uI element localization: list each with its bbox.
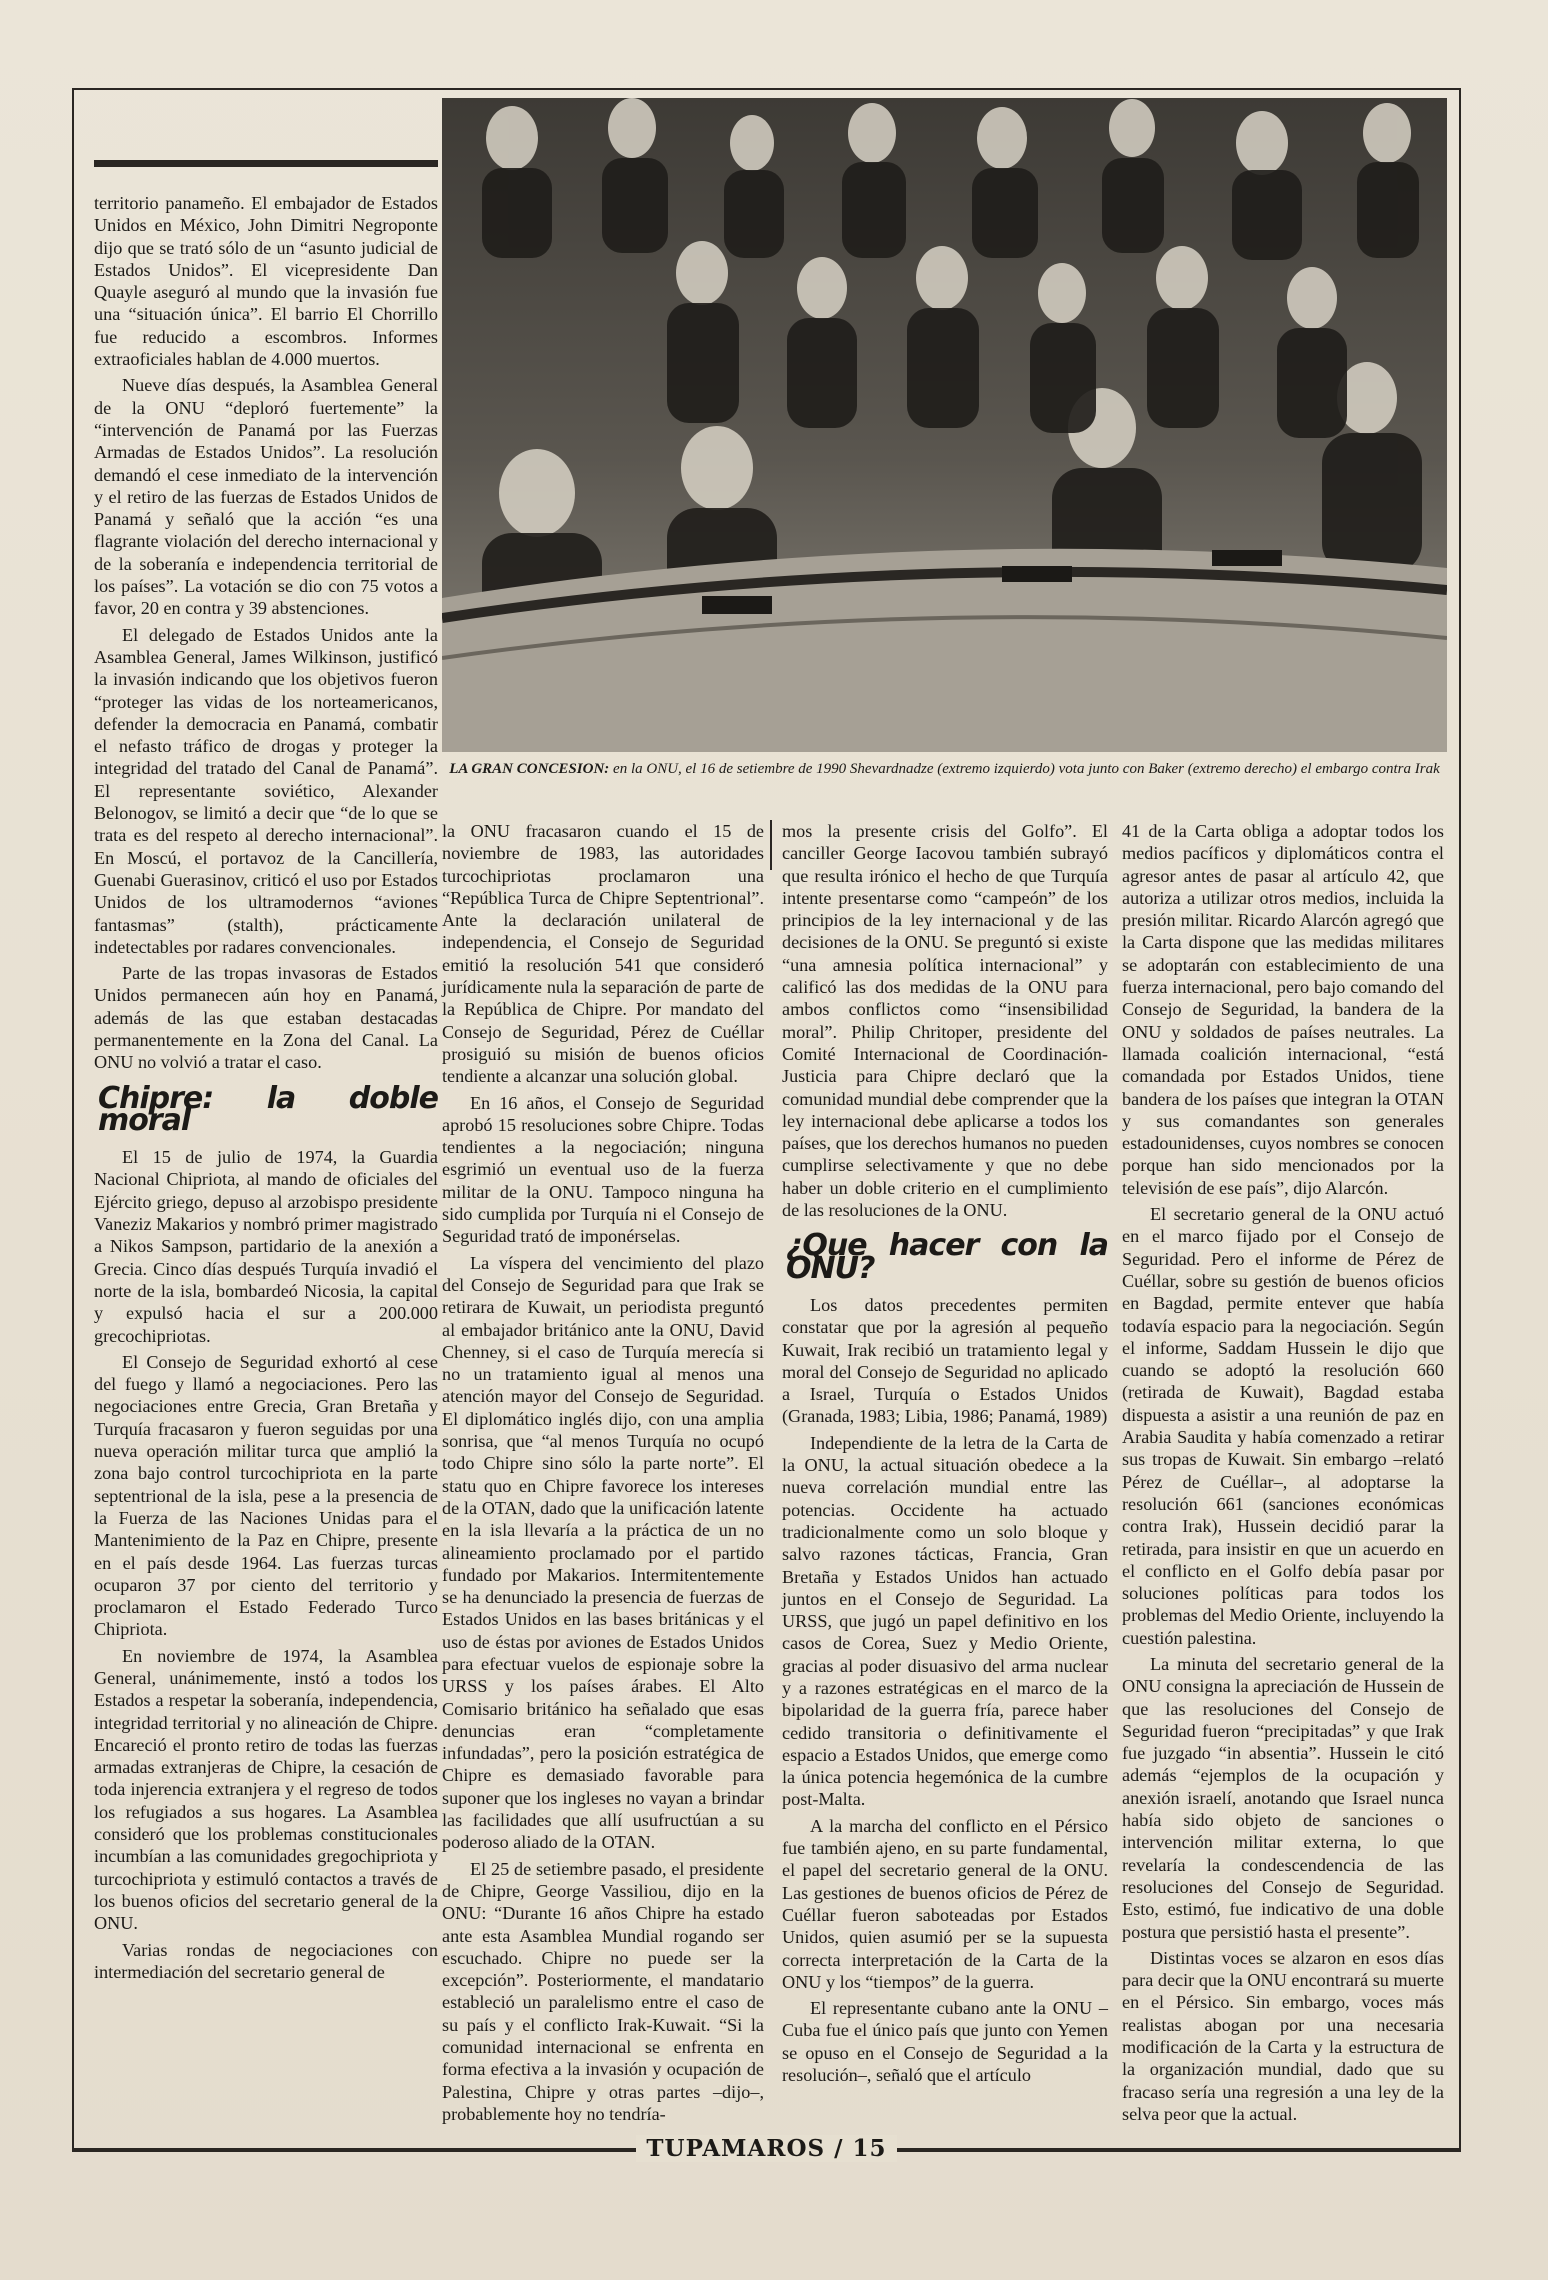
paragraph: territorio panameño. El embajador de Estados Unidos en México, John Dimitri Negroponte dijo que se trató sólo de un “asunto judicial de Estados Unidos”. El vicepresidente Dan Quayle aseguró al mundo que la invasión fue una “situación única”. El barrio El Chorrillo fue reducido a escombros. Informes extraoficiales hablan de 4.000 muertos. bbox=[94, 193, 438, 370]
photo-caption bbox=[442, 760, 1447, 778]
paragraph: La víspera del vencimiento del plazo del Consejo de Seguridad para que Irak se retirara de Kuwait, un periodista preguntó al embajador británico ante la ONU, David Chenney, si el caso de Turquía merecía si no un tratamiento igual al menos una atención mayor del Consejo de Seguridad. El diplomático inglés dijo, con una amplia sonrisa, que “al menos Turquía no ocupó todo Chipre sino sólo la parte norte”. El statu quo en Chipre favorece los intereses de la OTAN, dado que la unificación latente en la isla llevaría a la práctica de un no alineamiento proclamado por el partido fundado por Makarios. Intermitentemente se ha denunciado la presencia de fuerzas de Estados Unidos en las bases británicas y el uso de éstas por aviones de Estados Unidos para efectuar vuelos de espionaje sobre la URSS y los países árabes. El Alto Comisario británico ha señalado que esas denuncias eran “completamente infundadas”, pero la posición estratégica de Chipre es demasiado favorable para suponer que los ingleses no vayan a brindar las facilidades que allí usufructúan a su poderoso aliado de la OTAN. bbox=[442, 1252, 764, 1853]
page-footer bbox=[72, 2135, 1461, 2162]
paragraph: Distintas voces se alzaron en esos días para decir que la ONU encontrará su muerte en el Pérsico. Sin embargo, voces más realistas abogan por una necesaria modificación de la Carta y la estructura de la organización mundial, dado que su fracaso sería una regresión a una ley de la selva peor que la actual. bbox=[1122, 1947, 1444, 2124]
article-column-4 bbox=[1122, 820, 1444, 2129]
column-divider bbox=[770, 820, 772, 870]
paragraph: Los datos precedentes permiten constatar que por la agresión al pequeño Kuwait, Irak recibió un tratamiento legal y moral del Consejo de Seguridad no aplicado a Israel, Turquía o Estados Unidos (Granada, 1983; Libia, 1986; Panamá, 1989) bbox=[782, 1294, 1108, 1427]
paragraph: Parte de las tropas invasoras de Estados Unidos permanecen aún hoy en Panamá, además de las que estaban destacadas permanentemente en la Zona del Canal. La ONU no volvió a tratar el caso. bbox=[94, 963, 438, 1073]
caption-text: en la ONU, el 16 de setiembre de 1990 Shevardnadze (extremo izquierdo) vota junto con Baker (extremo derecho) el embargo contra Irak bbox=[609, 761, 1440, 777]
un-security-council-photo bbox=[442, 98, 1447, 752]
paragraph: la ONU fracasaron cuando el 15 de noviembre de 1983, las autoridades turcochipriotas proclamaron una “República Turca de Chipre Septentrional”. Ante la declaración unilateral de independencia, el Consejo de Seguridad emitió la resolución 541 que consideró jurídicamente nula la separación de parte de la República de Chipre. Por mandato del Consejo de Seguridad, Pérez de Cuéllar prosiguió su misión de buenos oficios tendiente a alcanzar una solución global. bbox=[442, 821, 764, 1087]
article-column-3 bbox=[782, 820, 1108, 2090]
paragraph: En 16 años, el Consejo de Seguridad aprobó 15 resoluciones sobre Chipre. Todas tendientes a la negociación; ninguna esgrimió un eventual uso de la fuerza militar de la ONU. Tampoco ninguna ha sido cumplida por Turquía ni el Consejo de Seguridad trató de imponérselas. bbox=[442, 1092, 764, 1247]
caption-label: LA GRAN CONCESION: bbox=[449, 761, 610, 777]
paragraph: El 15 de julio de 1974, la Guardia Nacional Chipriota, al mando de oficiales del Ejército griego, depuso al arzobispo presidente Vaneziz Makarios y nombró primer magistrado a Nikos Sampson, partidario de la anexión a Grecia. Cinco días después Turquía invadió el norte de la isla, bombardeó Nicosia, la capital y expulsó hacia el sur a 200.000 grecochipriotas. bbox=[94, 1147, 438, 1346]
paragraph: En noviembre de 1974, la Asamblea General, unánimemente, instó a todos los Estados a respetar la soberanía, independencia, integridad territorial y no alineación de Chipre. Encareció el pronto retiro de todas las fuerzas armadas extranjeras de Chipre, la cesación de toda injerencia extranjera y el regreso de todos los refugiados a sus hogares. La Asamblea consideró que los problemas constitucionales incumbían a las comunidades gregochipriota y turcochipriota y estimuló contactos a través de los buenos oficios del secretario general de la ONU. bbox=[94, 1645, 438, 1934]
paragraph: El representante cubano ante la ONU –Cuba fue el único país que junto con Yemen se opuso en el Consejo de Seguridad a la resolución–, señaló que el artículo bbox=[782, 1998, 1108, 2086]
section-heading-que-hacer: ¿Que hacer con la ONU? bbox=[786, 1228, 1108, 1286]
section-heading-chipre: Chipre: la doble moral bbox=[98, 1080, 438, 1138]
paragraph: El Consejo de Seguridad exhortó al cese del fuego y llamó a negociaciones. Pero las negociaciones entre Grecia, Gran Bretaña y Turquía fracasaron y fueron seguidas por una nueva operación militar turca que amplió la zona bajo control turcochipriota en la parte septentrional de la isla, pese a la presencia de la Fuerza de las Naciones Unidas para el Mantenimiento de la Paz en Chipre, presente en el país desde 1964. Las fuerzas turcas ocuparon 37 por ciento del territorio y proclamaron el Estado Federado Turco Chipriota. bbox=[94, 1351, 438, 1640]
paragraph: A la marcha del conflicto en el Pérsico fue también ajeno, en su parte fundamental, el papel del secretario general de la ONU. Las gestiones de buenos oficios de Pérez de Cuéllar fueron saboteadas por Estados Unidos, quien asumió per se la supuesta correcta interpretación de la Carta de la ONU y los “tiempos” de la guerra. bbox=[782, 1815, 1108, 1992]
article-column-1 bbox=[94, 192, 438, 1987]
paragraph: Varias rondas de negociaciones con intermediación del secretario general de bbox=[94, 1939, 438, 1982]
paragraph: mos la presente crisis del Golfo”. El canciller George Iacovou también subrayó que resulta irónico el hecho de que Turquía intente presentarse como “campeón” de los principios de la ley internacional y de las decisiones de la ONU. Se preguntó si existe “una amnesia política internacional” y calificó las dos medidas de la ONU para ambos conflictos como “insensibilidad moral”. Philip Chritoper, presidente del Comité Internacional de Coordinación-Justicia para Chipre declaró que la comunidad mundial debe comprender que la ley internacional debe aplicarse a todos los países, que los derechos humanos no pueden cumplirse selectivamente y que no debe haber un doble criterio en el cumplimiento de las resoluciones de la ONU. bbox=[782, 821, 1108, 1221]
paragraph: El delegado de Estados Unidos ante la Asamblea General, James Wilkinson, justificó la invasión indicando que los objetivos fueron “proteger las vidas de los norteamericanos, defender la democracia en Panamá, combatir el nefasto tráfico de drogas y proteger la integridad del tratado del Canal de Panamá”. El representante soviético, Alexander Belonogov, se limitó a decir que “de lo que se trata es del respeto al derecho internacional”. En Moscú, el portavoz de la Cancillería, Guenabi Guerasinov, criticó el uso por Estados Unidos de los ultramodernos “aviones fantasmas” (stalth), prácticamente indetectables por radares convencionales. bbox=[94, 624, 438, 957]
paragraph: Nueve días después, la Asamblea General de la ONU “deploró fuertemente” la “intervención de Panamá por las Fuerzas Armadas de Estados Unidos”. La resolución demandó el cese inmediato de la intervención y el retiro de las fuerzas de Estados Unidos de Panamá y señaló que la acción “es una flagrante violación del derecho internacional y de la soberanía e independencia territorial de los países”. La votación se dio con 75 votos a favor, 20 en contra y 39 abstenciones. bbox=[94, 375, 438, 619]
article-column-2 bbox=[442, 820, 764, 2129]
column-top-rule bbox=[94, 160, 438, 167]
paragraph: El secretario general de la ONU actuó en el marco fijado por el Consejo de Seguridad. Pero el informe de Pérez de Cuéllar, sobre su gestión de buenos oficios en Bagdad, permite entever que había todavía espacio para la negociación. Según el informe, Saddam Hussein le dijo que cuando se adoptó la resolución 660 (retirada de Kuwait), Bagdad estaba dispuesta a asistir a una reunión de paz en Arabia Saudita y había comenzado a retirar sus tropas de Kuwait. Sin embargo –relató Pérez de Cuéllar–, al adoptarse la resolución 661 (sanciones económicas contra Irak), Hussein decidió parar la retirada, para insistir en que un acuerdo en el conflicto en el Golfo debía pasar por soluciones políticas para todos los problemas del Medio Oriente, incluyendo la cuestión palestina. bbox=[1122, 1204, 1444, 1648]
footer-label: TUPAMAROS / 15 bbox=[72, 2135, 1461, 2162]
paragraph: La minuta del secretario general de la ONU consigna la apreciación de Hussein de que las resoluciones del Consejo de Seguridad fueron “precipitadas” y que Irak fue juzgado “in absentia”. Hussein le citó además “ejemplos de la ocupación y anexión israelí, anotando que Israel nunca había sido objeto de sanciones o intervención militar externa, lo que revelaría la condescendencia de las resoluciones del Consejo de Seguridad. Esto, estimó, fue indicativo de una doble postura que persistió hasta el presente”. bbox=[1122, 1653, 1444, 1942]
paragraph: 41 de la Carta obliga a adoptar todos los medios pacíficos y diplomáticos contra el agresor antes de pasar al artículo 42, que autoriza a utilizar otros medios, incluida la presión militar. Ricardo Alarcón agregó que la Carta dispone que las medidas militares se adoptarán con establecimiento de una fuerza internacional, pero bajo comando del Consejo de Seguridad, la bandera de la ONU y soldados de países neutrales. La llamada coalición internacional, “está comandada por Estados Unidos, tiene bandera de los países que integran la OTAN y sus comandantes son generales estadounidenses, cuyos nombres se conocen porque han sido mencionados por la televisión de ese país”, dijo Alarcón. bbox=[1122, 821, 1444, 1198]
paragraph: El 25 de setiembre pasado, el presidente de Chipre, George Vassiliou, dijo en la ONU: “Durante 16 años Chipre ha estado ante esta Asamblea Mundial rogando ser escuchado. Chipre no puede ser la excepción”. Posteriormente, el mandatario estableció un paralelismo entre el caso de su país y el conflicto Irak-Kuwait. “Si la comunidad internacional se enfrenta en forma efectiva a la invasión y ocupación de Palestina, Chipre y otras partes –dijo–, probablemente hoy no tendría- bbox=[442, 1858, 764, 2124]
paragraph: Independiente de la letra de la Carta de la ONU, la actual situación obedece a la nueva correlación mundial entre las potencias. Occidente ha actuado tradicionalmente como un solo bloque y salvo razones tácticas, Francia, Gran Bretaña y Estados Unidos han actuado juntos en el Consejo de Seguridad. La URSS, que jugó un papel definitivo en los casos de Corea, Suez y Medio Oriente, gracias al poder disuasivo del arma nuclear y a razones estratégicas en el marco de la bipolaridad de la guerra fría, parece haber cedido transitoria o definitivamente el espacio a Estados Unidos, que emerge como la única potencia hegemónica de la cumbre post-Malta. bbox=[782, 1432, 1108, 1810]
